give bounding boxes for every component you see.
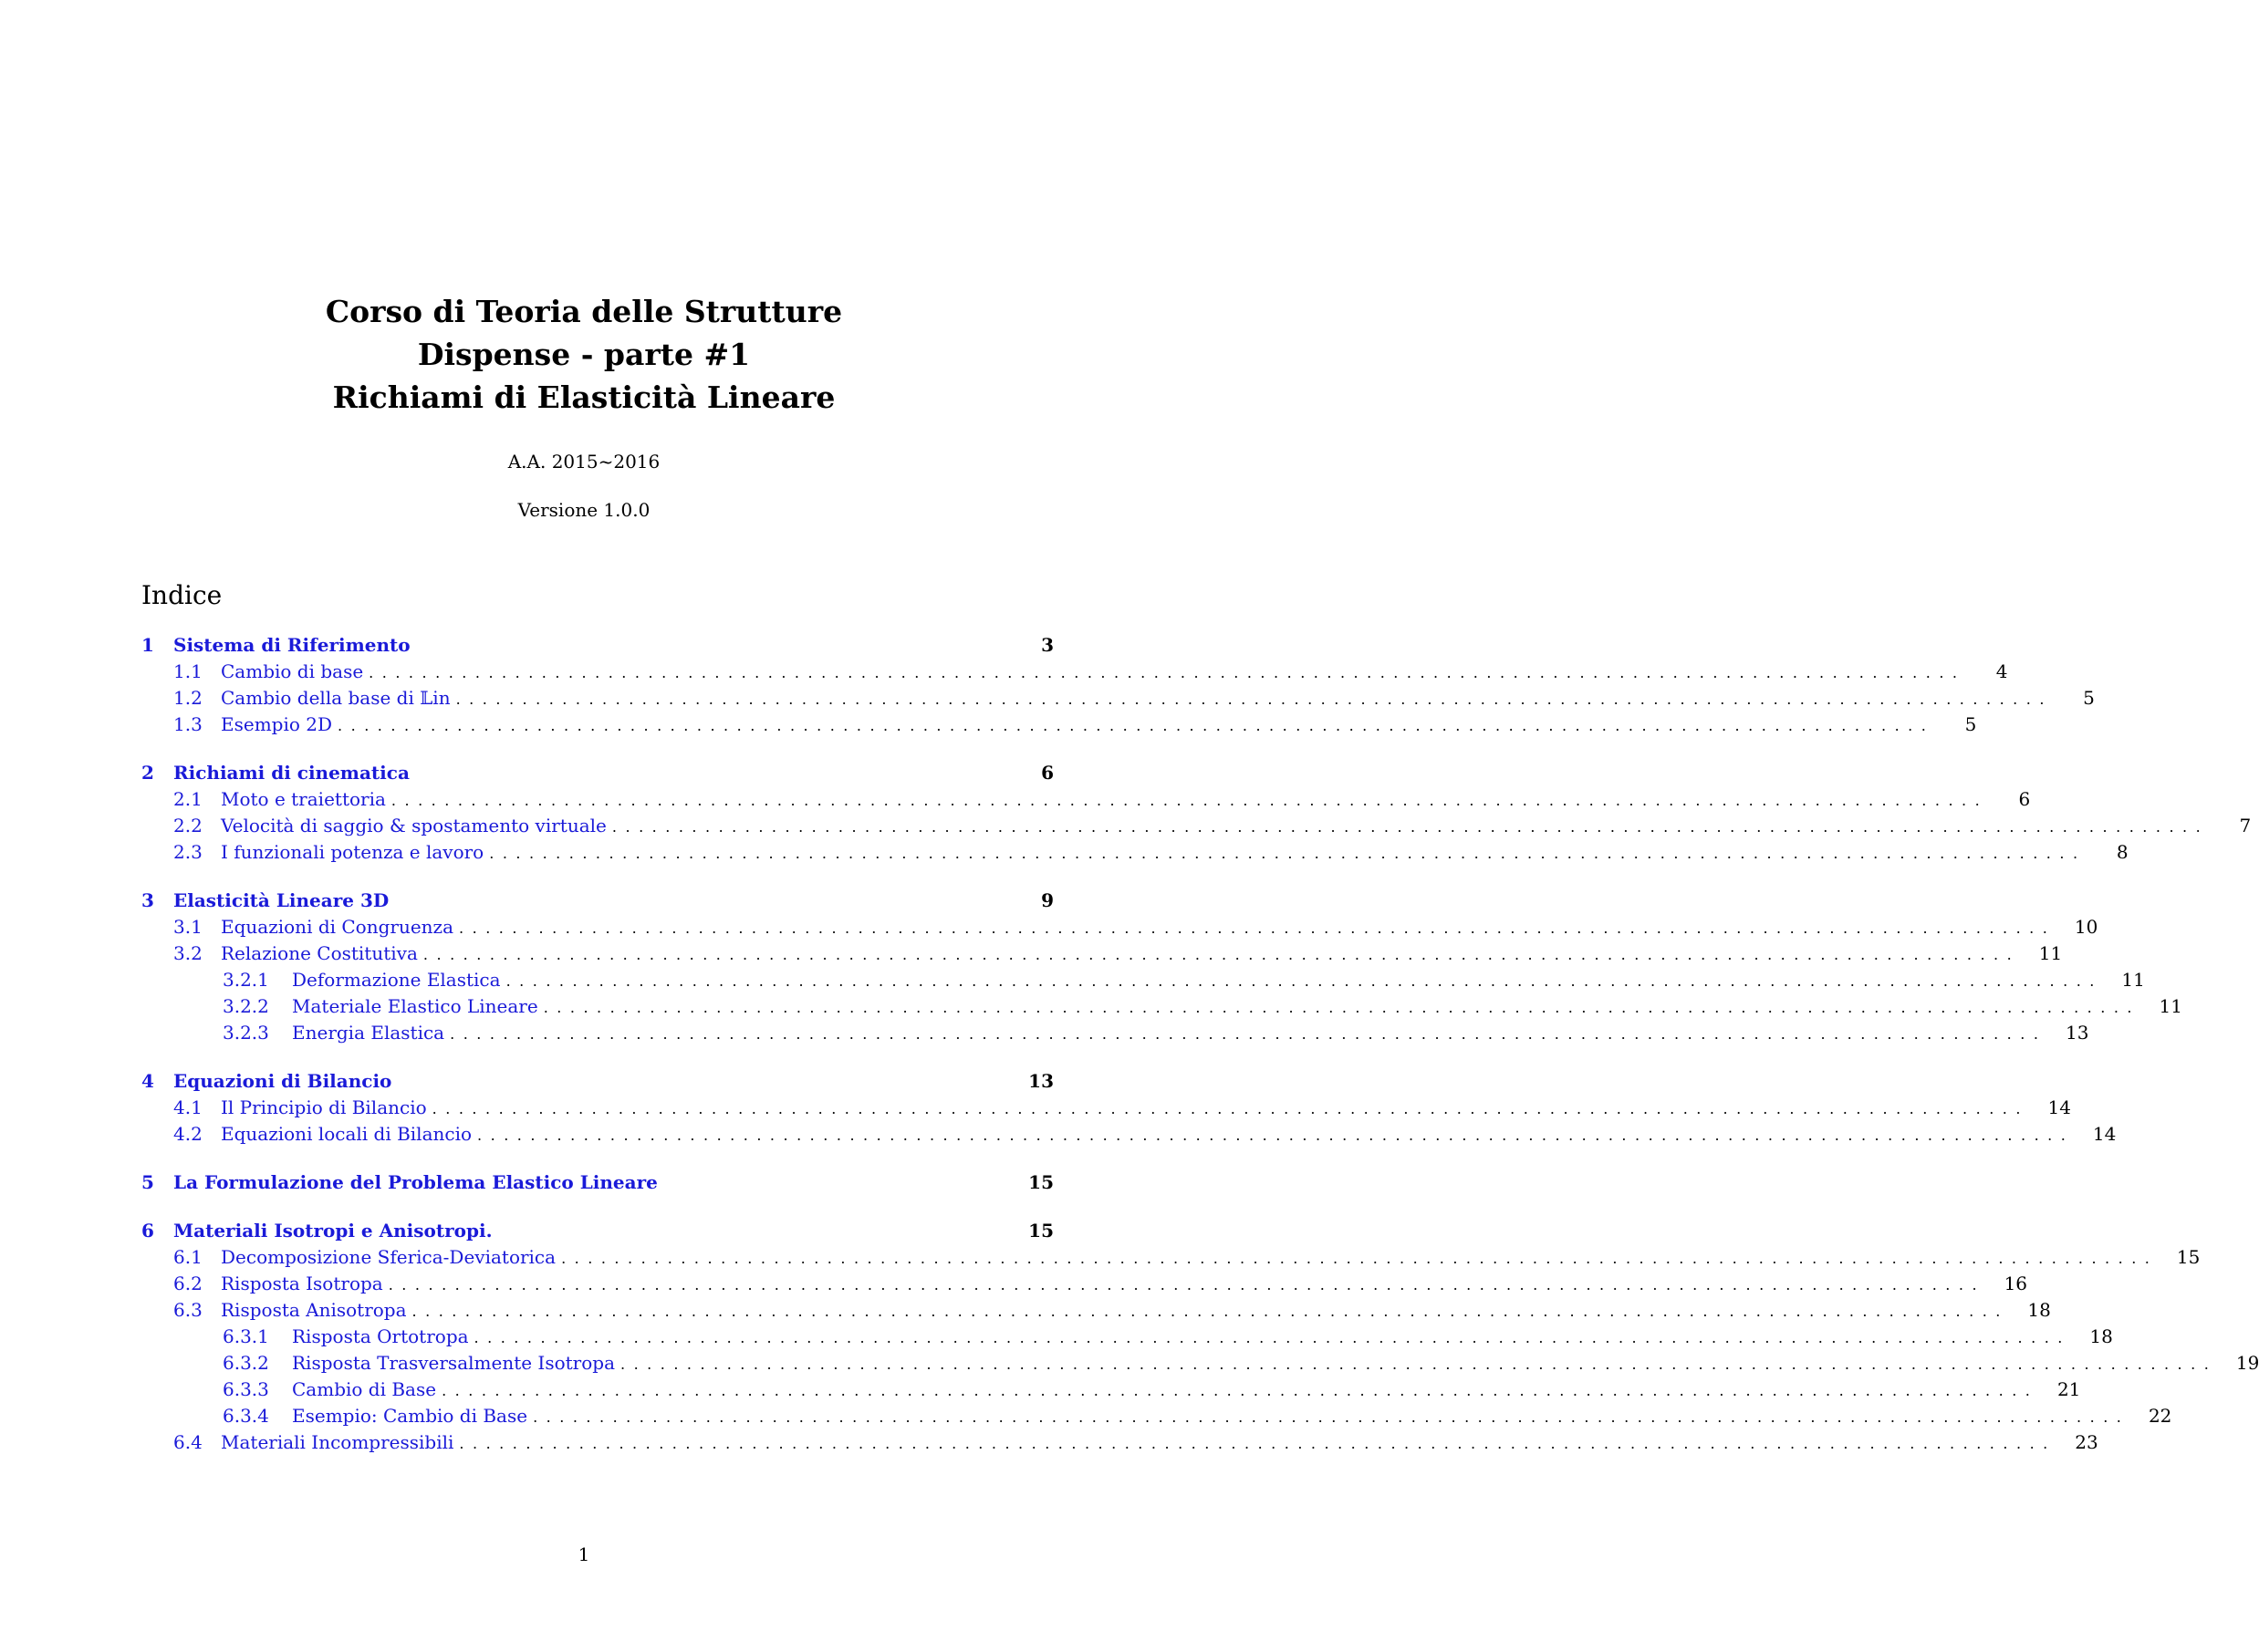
toc-entry-page: 5 (2083, 687, 2095, 709)
toc-entry-page: 8 (2116, 841, 2129, 863)
toc-dot-leader: ........................................................................................................................ (432, 1100, 2029, 1117)
toc-entry-label[interactable]: Materiale Elastico Lineare (292, 995, 538, 1017)
toc-entry-label[interactable]: Risposta Anisotropa (221, 1299, 407, 1321)
toc-entry-page: 23 (2075, 1431, 2098, 1453)
toc-entry[interactable] (141, 1324, 2113, 1349)
toc-entry[interactable] (141, 760, 1054, 785)
toc-entry-number[interactable]: 3.2.3 (223, 1022, 269, 1044)
toc-dot-leader: ........................................................................................................................ (369, 664, 1966, 681)
academic-year: A.A. 2015~2016 (507, 451, 661, 473)
toc-dot-leader: ........................................................................................................................ (477, 1127, 2075, 1144)
toc-entry-page: 14 (2092, 1123, 2117, 1145)
toc-entry[interactable] (141, 1429, 2098, 1455)
toc-entry[interactable] (141, 1020, 2089, 1045)
toc-entry-number[interactable]: 4.2 (173, 1123, 203, 1145)
toc-entry-number[interactable]: 6.2 (173, 1273, 203, 1294)
toc-entry-number[interactable]: 3.2.1 (223, 969, 269, 991)
toc-entry-number[interactable]: 6.3.4 (223, 1405, 269, 1427)
toc-entry-number[interactable]: 6.3.2 (223, 1352, 269, 1374)
toc-entry-number[interactable]: 6.4 (173, 1431, 203, 1453)
toc-entry-label[interactable]: Energia Elastica (292, 1022, 445, 1044)
toc-entry-label[interactable]: La Formulazione del Problema Elastico Lineare (173, 1171, 658, 1193)
toc-entry[interactable] (141, 632, 1054, 658)
page-number: 1 (578, 1543, 590, 1565)
toc-entry-page: 15 (1028, 1220, 1054, 1242)
toc-entry-page: 6 (1041, 762, 1054, 784)
toc-dot-leader: ........................................................................................................................ (388, 1276, 1986, 1294)
toc-entry-page: 15 (2176, 1246, 2201, 1268)
toc-dot-leader: ........................................................................................................................ (611, 818, 2210, 836)
toc-entry-number[interactable]: 2.3 (173, 841, 203, 863)
toc-dot-leader: ........................................................................................................................ (459, 1435, 2056, 1452)
toc-entry[interactable] (141, 1350, 2259, 1376)
toc-entry-number[interactable]: 3 (141, 889, 154, 911)
toc-entry-label[interactable]: Equazioni di Congruenza (221, 916, 454, 938)
toc-entry[interactable] (141, 914, 2098, 940)
toc-entry[interactable] (141, 1068, 1054, 1094)
toc-dot-leader: ........................................................................................................................ (455, 691, 2053, 708)
toc-dot-leader: ........................................................................................................................ (459, 920, 2056, 937)
toc-entry[interactable] (141, 1218, 1054, 1243)
toc-entry-label[interactable]: Decomposizione Sferica-Deviatorica (221, 1246, 557, 1268)
toc-entry-label[interactable]: Risposta Trasversalmente Isotropa (292, 1352, 615, 1374)
toc-entry-number[interactable]: 4 (141, 1070, 154, 1092)
toc-entry-label[interactable]: Materiali Isotropi e Anisotropi. (173, 1220, 493, 1242)
toc-entry[interactable] (141, 888, 1054, 913)
toc-dot-leader: ........................................................................................................................ (422, 946, 2021, 963)
toc-entry-number[interactable]: 3.1 (173, 916, 203, 938)
toc-entry-number[interactable]: 6 (141, 1220, 154, 1242)
toc-entry-page: 10 (2074, 916, 2098, 938)
toc-entry[interactable] (141, 967, 2145, 992)
toc-entry-label[interactable]: Sistema di Riferimento (173, 634, 411, 656)
toc-entry-label[interactable]: Materiali Incompressibili (221, 1431, 454, 1453)
toc-entry[interactable] (141, 712, 1977, 737)
title-line-2: Dispense - parte #1 (417, 337, 751, 372)
toc-entry-page: 9 (1041, 889, 1054, 911)
toc-dot-leader: ........................................................................................................................ (411, 1303, 2009, 1320)
toc-entry-number[interactable]: 6.3 (173, 1299, 203, 1321)
toc-entry-page: 5 (1964, 713, 1977, 735)
toc-entry-number[interactable]: 2 (141, 762, 154, 784)
toc-entry-page: 14 (2047, 1096, 2071, 1118)
toc-entry-page: 21 (2056, 1378, 2081, 1400)
toc-entry-label[interactable]: Equazioni locali di Bilancio (221, 1123, 473, 1145)
toc-dot-leader: ........................................................................................................................ (561, 1250, 2159, 1267)
toc-entry[interactable] (141, 839, 2129, 865)
toc-entry-label[interactable]: Risposta Ortotropa (292, 1325, 469, 1347)
toc-entry-label[interactable]: Risposta Isotropa (221, 1273, 383, 1294)
toc-dot-leader: ........................................................................................................................ (543, 999, 2140, 1016)
toc-entry-page: 18 (2027, 1299, 2051, 1321)
toc-dot-leader: ........................................................................................................................ (620, 1356, 2218, 1373)
toc-entry-label[interactable]: I funzionali potenza e lavoro (221, 841, 484, 863)
toc-entry[interactable] (141, 1271, 2028, 1296)
toc-entry-page: 13 (1028, 1070, 1054, 1092)
toc-dot-leader: ........................................................................................................................ (533, 1408, 2130, 1426)
toc-entry-page: 11 (2121, 969, 2145, 991)
toc-entry-number[interactable]: 2.2 (173, 815, 203, 836)
toc-entry[interactable] (141, 940, 2063, 966)
toc-entry-page: 7 (2239, 815, 2252, 836)
toc-dot-leader: ........................................................................................................................ (505, 972, 2103, 990)
toc-entry-page: 16 (2004, 1273, 2028, 1294)
toc-entry-label[interactable]: Equazioni di Bilancio (173, 1070, 392, 1092)
toc-dot-leader: ........................................................................................................................ (390, 792, 1989, 809)
toc-entry[interactable] (141, 1095, 2071, 1120)
toc-entry[interactable] (141, 1121, 2117, 1147)
version-label: Versione 1.0.0 (517, 499, 651, 521)
toc-entry-number[interactable]: 2.1 (173, 788, 203, 810)
toc-entry-label[interactable]: Moto e traiettoria (221, 788, 386, 810)
toc-entry-page: 13 (2065, 1022, 2089, 1044)
toc-entry-label[interactable]: Richiami di cinematica (173, 762, 410, 784)
toc-entry[interactable] (141, 1377, 2081, 1402)
toc-entry[interactable] (141, 685, 2095, 711)
toc-entry-page: 19 (2235, 1352, 2259, 1374)
toc-entry-label[interactable]: Deformazione Elastica (292, 969, 501, 991)
toc-entry-label[interactable]: Elasticità Lineare 3D (173, 889, 390, 911)
title-line-3: Richiami di Elasticità Lineare (332, 379, 836, 415)
toc-entry-page: 15 (1028, 1171, 1054, 1193)
toc-entry-label[interactable]: Cambio di base (221, 660, 364, 682)
toc-entry[interactable] (141, 1169, 1054, 1195)
toc-entry-label[interactable]: Velocità di saggio & spostamento virtuale (221, 815, 607, 836)
toc-entry-page: 6 (2018, 788, 2031, 810)
toc-entry[interactable] (141, 659, 2008, 684)
toc-entry-page: 22 (2148, 1405, 2172, 1427)
toc-entry[interactable] (141, 1297, 2051, 1323)
toc-entry-page: 18 (2089, 1325, 2113, 1347)
toc-entry-number[interactable]: 1.2 (173, 687, 203, 709)
toc-heading: Indice (141, 580, 223, 610)
toc-entry-number[interactable]: 1 (141, 634, 154, 656)
toc-entry-label[interactable]: Esempio: Cambio di Base (292, 1405, 528, 1427)
toc-entry-number[interactable]: 5 (141, 1171, 154, 1193)
toc-entry-number[interactable]: 6.3.1 (223, 1325, 269, 1347)
toc-entry[interactable] (141, 1403, 2172, 1429)
toc-dot-leader: ........................................................................................................................ (489, 845, 2087, 862)
toc-entry-number[interactable]: 6.1 (173, 1246, 203, 1268)
toc-entry-page: 3 (1041, 634, 1054, 656)
toc-entry-number[interactable]: 1.1 (173, 660, 203, 682)
toc-entry-label[interactable]: Relazione Costitutiva (221, 942, 418, 964)
toc-entry-page: 11 (2159, 995, 2182, 1017)
toc-entry[interactable] (141, 786, 2031, 812)
toc-entry-number[interactable]: 1.3 (173, 713, 203, 735)
toc-entry-label[interactable]: Esempio 2D (221, 713, 333, 735)
toc-entry-number[interactable]: 3.2.2 (223, 995, 269, 1017)
toc-entry-page: 11 (2038, 942, 2063, 964)
toc-entry[interactable] (141, 1244, 2201, 1270)
toc-entry-label[interactable]: Il Principio di Bilancio (221, 1096, 427, 1118)
toc-entry-label[interactable]: Cambio della base di 𝕃in (221, 687, 451, 709)
toc-entry-number[interactable]: 6.3.3 (223, 1378, 269, 1400)
toc-entry-page: 4 (1995, 660, 2008, 682)
toc-entry[interactable] (141, 993, 2182, 1019)
toc-entry-number[interactable]: 3.2 (173, 942, 203, 964)
toc-entry-number[interactable]: 4.1 (173, 1096, 203, 1118)
toc-dot-leader: ........................................................................................................................ (474, 1329, 2071, 1346)
toc-dot-leader: ........................................................................................................................ (450, 1025, 2047, 1043)
toc-dot-leader: ........................................................................................................................ (338, 717, 1935, 734)
toc-dot-leader: ........................................................................................................................ (442, 1382, 2039, 1399)
toc-entry-label[interactable]: Cambio di Base (292, 1378, 437, 1400)
toc-entry[interactable] (141, 813, 2252, 838)
title-line-1: Corso di Teoria delle Strutture (325, 294, 843, 329)
